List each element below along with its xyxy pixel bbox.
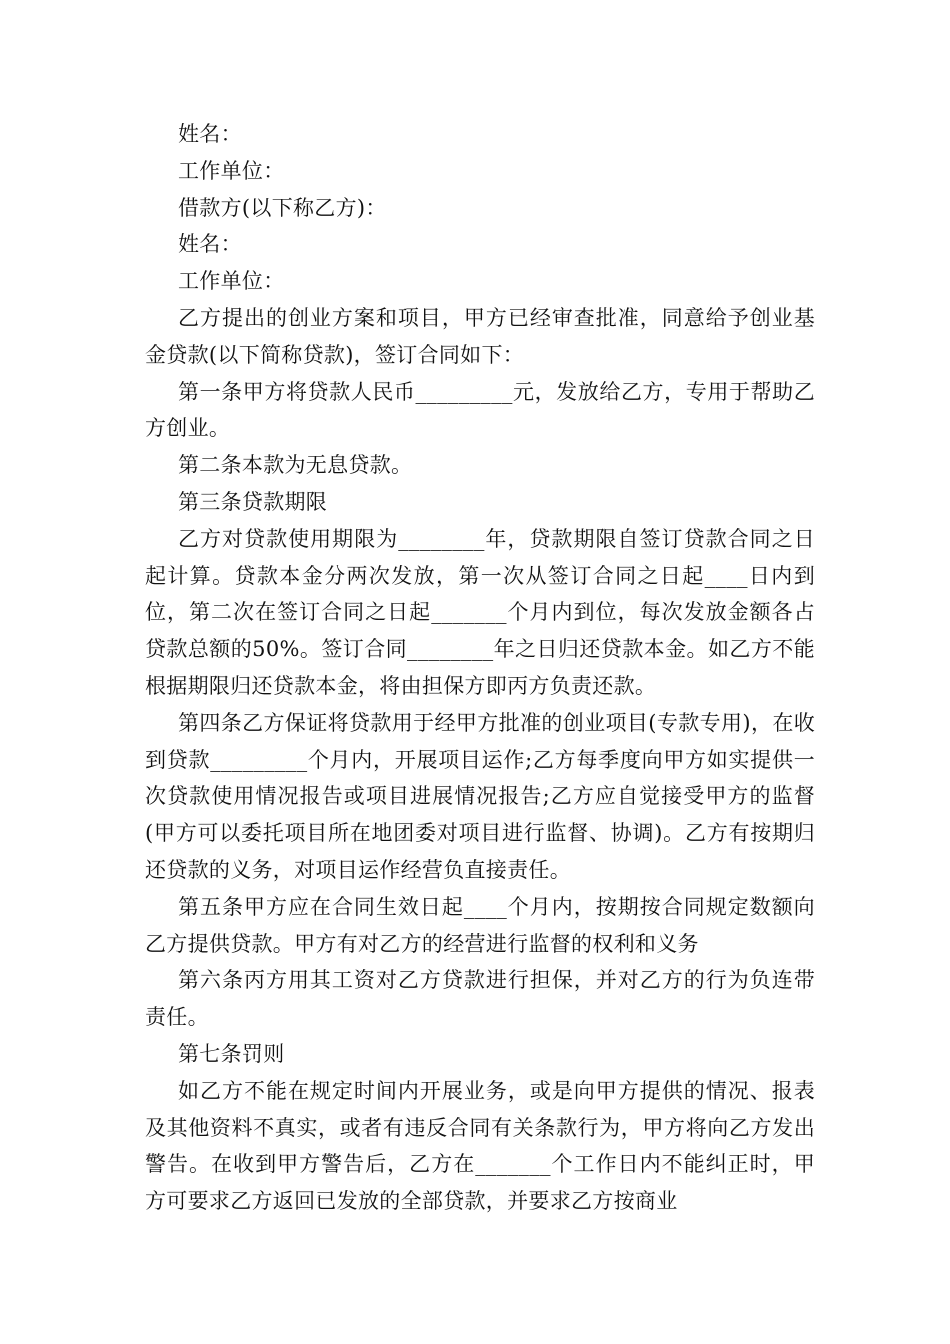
document-body — [145, 116, 815, 1220]
article-7-body: 如乙方不能在规定时间内开展业务，或是向甲方提供的情况、报表及其他资料不真实，或者有违反合同有关条款行为，甲方将向乙方发出警告。在收到甲方警告后，乙方在_______个工作日内不能纠正时，甲方可要求乙方返回已发放的全部贷款，并要求乙方按商业 — [145, 1078, 815, 1214]
article-6: 第六条丙方用其工资对乙方贷款进行担保，并对乙方的行为负连带责任。 — [145, 968, 815, 1030]
article-7-heading: 第七条罚则 — [178, 1041, 285, 1066]
article-2: 第二条本款为无息贷款。 — [178, 453, 413, 478]
party-a-employer-line: 工作单位： — [178, 158, 285, 183]
article-5: 第五条甲方应在合同生效日起____个月内，按期按合同规定数额向乙方提供贷款。甲方有对乙方的经营进行监督的权利和义务 — [145, 894, 815, 956]
party-b-employer-line: 工作单位： — [178, 269, 285, 294]
article-3-body: 乙方对贷款使用期限为________年，贷款期限自签订贷款合同之日起计算。贷款本金分两次发放，第一次从签订合同之日起____日内到位，第二次在签订合同之日起_______个月内到位，每次发放金额各占贷款总额的50%。签订合同________年之日归还贷款本金。如乙方不能根据期限归还贷款本金，将由担保方即丙方负责还款。 — [145, 526, 815, 698]
article-3-heading: 第三条贷款期限 — [178, 489, 328, 514]
party-a-name-line: 姓名： — [178, 122, 242, 146]
party-b-name-line: 姓名： — [178, 232, 242, 257]
article-1: 第一条甲方将贷款人民币_________元，发放给乙方，专用于帮助乙方创业。 — [145, 379, 815, 441]
borrower-heading: 借款方(以下称乙方)： — [178, 195, 387, 220]
article-4: 第四条乙方保证将贷款用于经甲方批准的创业项目(专款专用)，在收到贷款_________个月内，开展项目运作;乙方每季度向甲方如实提供一次贷款使用情况报告或项目进展情况报告;乙方应自觉接受甲方的监督(甲方可以委托项目所在地团委对项目进行监督、协调)。乙方有按期归还贷款的义务，对项目运作经营负直接责任。 — [145, 710, 815, 882]
preamble-paragraph: 乙方提出的创业方案和项目，甲方已经审查批准，同意给予创业基金贷款(以下简称贷款)，签订合同如下： — [145, 305, 815, 367]
